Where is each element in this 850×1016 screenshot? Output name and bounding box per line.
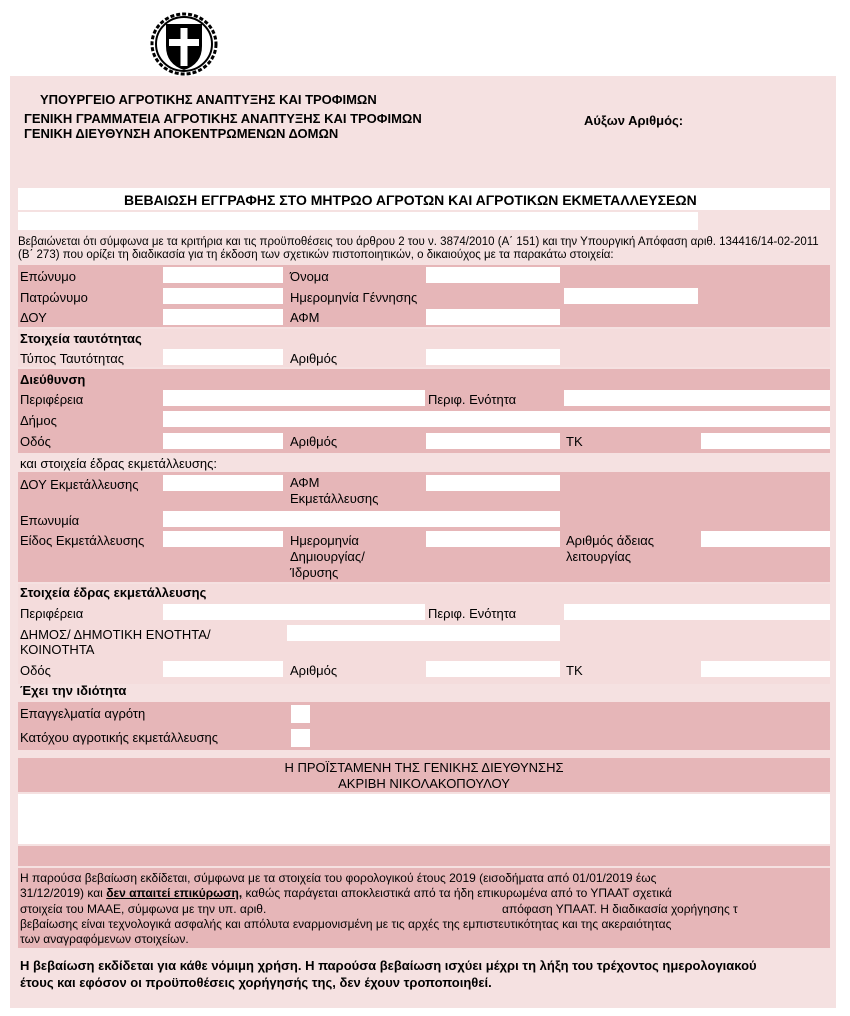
- footer-line-2: έτους και εφόσον οι προϋποθέσεις χορήγησής της, δεν έχουν τροποποιηθεί.: [20, 975, 492, 990]
- birth-date-field: [564, 288, 698, 304]
- regional-unit-label: Περιφ. Ενότητα: [428, 392, 517, 407]
- serial-number-label: Αύξων Αριθμός:: [584, 113, 684, 128]
- capacity-section-title: Έχει την ιδιότητα: [20, 683, 127, 698]
- no-validation-required: δεν απαιτεί επικύρωση,: [106, 886, 243, 900]
- seat-postcode-label: ΤΚ: [566, 663, 583, 678]
- notice-line-2-a: 31/12/2019) και: [20, 886, 107, 900]
- street-number-label: Αριθμός: [290, 434, 338, 449]
- municipality-field: [163, 411, 830, 427]
- intro-paragraph: Βεβαιώνεται ότι σύμφωνα με τα κριτήρια και τις προϋποθέσεις του άρθρου 2 του ν. 3874/2010 (Α΄ 151) και την Υπουργική Απόφαση αριθ. 134416/14-02-2011 (Β΄ 273) που ορίζει τη διαδικασία για τη έκδοση των σχετικών πιστοποιητικών, ο δικαιούχος με τα παρακάτω στοιχεία:: [18, 236, 819, 261]
- surname-label: Επώνυμο: [20, 269, 76, 284]
- street-label: Οδός: [20, 434, 51, 449]
- notice-line-3-b: απόφαση ΥΠΑΑΤ. Η διαδικασία χορήγησης τ: [502, 902, 738, 916]
- notice-line-3-a: στοιχεία του ΜΑΑΕ, σύμφωνα με την υπ. αριθ.: [20, 902, 267, 916]
- id-type-label: Τύπος Ταυτότητας: [20, 351, 124, 366]
- region-field: [163, 390, 425, 406]
- notice-line-1: Η παρούσα βεβαίωση εκδίδεται, σύμφωνα με τα στοιχεία του φορολογικού έτους 2019 (εισοδήματα από 01/01/2019 έως: [20, 871, 657, 885]
- notice-line-2: [20, 886, 672, 900]
- name-field: [426, 267, 560, 283]
- seat-number-label: Αριθμός: [290, 663, 338, 678]
- seat-municipality-field: [287, 625, 560, 641]
- tax-office-label: ΔΟΥ: [20, 310, 47, 325]
- regional-unit-field: [564, 390, 830, 406]
- seat-street-field: [163, 661, 283, 677]
- license-field: [701, 531, 830, 547]
- professional-farmer-label: Επαγγελματία αγρότη: [20, 706, 146, 721]
- creation-date-label-1: Ημερομηνία: [290, 533, 359, 548]
- seat-section-title: Στοιχεία έδρας εκμετάλλευσης: [20, 585, 207, 600]
- signature-footer-band: [18, 846, 830, 866]
- surname-field: [163, 267, 283, 283]
- personal-block: [18, 265, 830, 327]
- notice-line-4: βεβαίωσης είναι τεχνολογικά ασφαλής και απόλυτα εναρμονισμένη με τις αρχές της εμπιστευτικότητας και της ακεραιότητας: [20, 917, 672, 931]
- street-field: [163, 433, 283, 449]
- address-section-title: Διεύθυνση: [20, 372, 86, 387]
- notice-line-5: των αναγραφόμενων στοιχείων.: [20, 932, 189, 946]
- id-number-field: [426, 349, 560, 365]
- seat-municipality-label-1: ΔΗΜΟΣ/ ΔΗΜΟΤΙΚΗ ΕΝΟΤΗΤΑ/: [20, 627, 211, 642]
- seat-street-label: Οδός: [20, 663, 51, 678]
- footer-line-1: Η βεβαίωση εκδίδεται για κάθε νόμιμη χρήση. Η παρούσα βεβαίωση ισχύει μέχρι τη λήξη του τρέχοντος ημερολογιακού: [20, 958, 757, 973]
- father-name-field: [163, 288, 283, 304]
- general-secretariat: ΓΕΝΙΚΗ ΓΡΑΜΜΑΤΕΙΑ ΑΓΡΟΤΙΚΗΣ ΑΝΑΠΤΥΞΗΣ ΚΑΙ ΤΡΟΦΙΜΩΝ: [24, 111, 422, 126]
- notice-line-2-b: καθώς παράγεται αποκλειστικά από τα ήδη επικυρωμένα από το ΥΠΑΑΤ σχετικά: [242, 886, 672, 900]
- postcode-field: [701, 433, 830, 449]
- document-title: ΒΕΒΑΙΩΣΗ ΕΓΓΡΑΦΗΣ ΣΤΟ ΜΗΤΡΩΟ ΑΓΡΟΤΩΝ ΚΑΙ ΑΓΡΟΤΙΚΩΝ ΕΚΜΕΤΑΛΛΕΥΣΕΩΝ: [124, 192, 697, 208]
- holding-afm-label-1: ΑΦΜ: [290, 475, 320, 490]
- seat-postcode-field: [701, 661, 830, 677]
- license-label-2: λειτουργίας: [566, 549, 632, 564]
- creation-date-label-2: Δημιουργίας/: [290, 549, 365, 564]
- trade-name-field: [163, 511, 560, 527]
- signatory-title: Η ΠΡΟΪΣΤΑΜΕΝΗ ΤΗΣ ΓΕΝΙΚΗΣ ΔΙΕΥΘΥΝΣΗΣ: [284, 760, 564, 775]
- id-type-field: [163, 349, 283, 365]
- name-label: Όνομα: [290, 269, 329, 284]
- afm-label: ΑΦΜ: [290, 310, 320, 325]
- professional-farmer-checkbox[interactable]: [291, 705, 310, 723]
- postcode-label: ΤΚ: [566, 434, 583, 449]
- signature-area: [18, 794, 830, 844]
- seat-regional-unit-field: [564, 604, 830, 620]
- identity-section-title: Στοιχεία ταυτότητας: [20, 331, 142, 346]
- tax-office-field: [163, 309, 283, 325]
- holding-tax-office-label: ΔΟΥ Εκμετάλλευσης: [20, 477, 139, 492]
- seat-municipality-label-2: ΚΟΙΝΟΤΗΤΑ: [20, 642, 95, 657]
- afm-field: [426, 309, 560, 325]
- holding-owner-checkbox[interactable]: [291, 729, 310, 747]
- title-underband: [18, 212, 698, 230]
- creation-date-field: [426, 531, 560, 547]
- father-name-label: Πατρώνυμο: [20, 290, 88, 305]
- seat-region-label: Περιφέρεια: [20, 606, 84, 621]
- municipality-label: Δήμος: [20, 413, 57, 428]
- signatory-name: ΑΚΡΙΒΗ ΝΙΚΟΛΑΚΟΠΟΥΛΟΥ: [338, 776, 510, 791]
- holding-type-label: Είδος Εκμετάλλευσης: [20, 533, 145, 548]
- holding-intro: και στοιχεία έδρας εκμετάλλευσης:: [20, 456, 217, 471]
- region-label: Περιφέρεια: [20, 392, 84, 407]
- holding-afm-field: [426, 475, 560, 491]
- holding-tax-office-field: [163, 475, 283, 491]
- trade-name-label: Επωνυμία: [20, 513, 80, 528]
- holding-type-field: [163, 531, 283, 547]
- seat-region-field: [163, 604, 425, 620]
- license-label-1: Αριθμός άδειας: [566, 533, 654, 548]
- street-number-field: [426, 433, 560, 449]
- holding-afm-label-2: Εκμετάλλευσης: [290, 491, 379, 506]
- ministry-name: ΥΠΟΥΡΓΕΙΟ ΑΓΡΟΤΙΚΗΣ ΑΝΑΠΤΥΞΗΣ ΚΑΙ ΤΡΟΦΙΜΩΝ: [40, 92, 377, 107]
- greek-coat-of-arms-icon: [138, 6, 230, 76]
- holding-owner-label: Κατόχου αγροτικής εκμετάλλευσης: [20, 730, 219, 745]
- creation-date-label-3: Ίδρυσης: [290, 565, 339, 580]
- seat-regional-unit-label: Περιφ. Ενότητα: [428, 606, 517, 621]
- holding-block: [18, 472, 830, 582]
- general-directorate: ΓΕΝΙΚΗ ΔΙΕΥΘΥΝΣΗ ΑΠΟΚΕΝΤΡΩΜΕΝΩΝ ΔΟΜΩΝ: [24, 126, 339, 141]
- seat-number-field: [426, 661, 560, 677]
- birth-date-label: Ημερομηνία Γέννησης: [290, 290, 418, 305]
- id-number-label: Αριθμός: [290, 351, 338, 366]
